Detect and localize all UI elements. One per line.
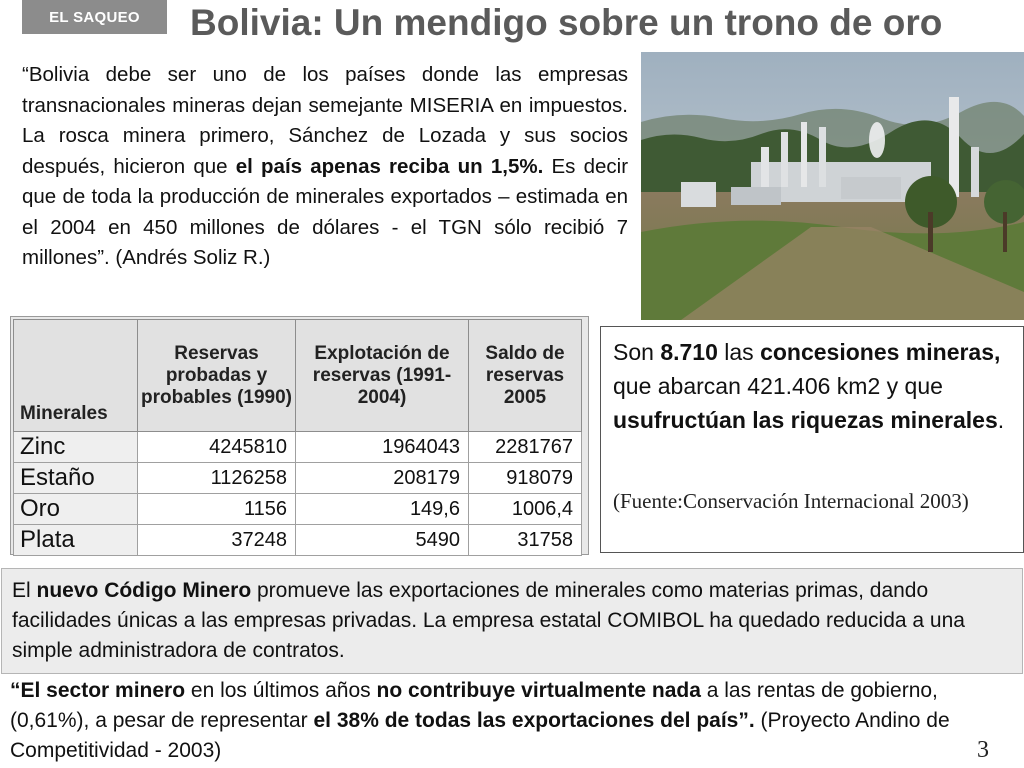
quote-text-2: Es decir que de toda la producción de minerales exportados – estimada en el 2004 en 450 millones de dólares - el TGN sólo recibió 7 millones”. (Andrés Soliz R.) (22, 154, 629, 269)
codigo-text (12, 576, 1002, 666)
sector-bold-3: el 38% de todas las exportaciones del país”. (313, 709, 755, 732)
mineral-name: Plata (14, 525, 138, 556)
saldo-value: 31758 (469, 525, 582, 556)
minerals-table (13, 319, 582, 556)
col-header-explotacion: Explotación de reservas (1991-2004) (296, 320, 469, 432)
conc-bold-1: 8.710 (660, 339, 718, 365)
saldo-value: 2281767 (469, 432, 582, 463)
col-header-reservas: Reservas probadas y probables (1990) (138, 320, 296, 432)
reservas-value: 37248 (138, 525, 296, 556)
mineral-name: Zinc (14, 432, 138, 463)
sector-text-2: a las rentas de gobierno, (0,61%), a pesar de representar (10, 679, 938, 732)
reservas-value: 4245810 (138, 432, 296, 463)
table-row (14, 525, 582, 556)
codigo-text-1: El (12, 579, 37, 602)
reservas-value: 1126258 (138, 463, 296, 494)
section-tag: EL SAQUEO (22, 0, 167, 34)
col-header-saldo: Saldo de reservas 2005 (469, 320, 582, 432)
concessions-source: (Fuente:Conservación Internacional 2003) (613, 489, 969, 513)
conc-text-4: . (997, 407, 1005, 433)
codigo-minero-box (1, 568, 1023, 674)
reservas-value: 1156 (138, 494, 296, 525)
conc-bold-3: usufructúan las riquezas minerales (613, 407, 998, 433)
mineral-name: Oro (14, 494, 138, 525)
codigo-text-2: promueve las exportaciones de minerales como materias primas, dando facilidades únicas a las empresas privadas. La empresa estatal COMIBOL ha quedado reducida a una simple administradora de contratos. (12, 579, 965, 662)
quote-bold: el país apenas reciba un 1,5%. (235, 154, 544, 178)
sector-bold-2: no contribuye virtualmente nada (376, 679, 701, 702)
slide-title: Bolivia: Un mendigo sobre un trono de oro (190, 2, 943, 43)
explotacion-value: 5490 (296, 525, 469, 556)
table-row (14, 463, 582, 494)
concessions-box (600, 326, 1024, 553)
conc-text-1: Son (613, 339, 661, 365)
table-row (14, 432, 582, 463)
explotacion-value: 208179 (296, 463, 469, 494)
quote-text-1: “Bolivia debe ser uno de los países donde las empresas transnacionales mineras dejan semejante MISERIA en impuestos. La rosca minera primero, Sánchez de Lozada y sus socios después, hicieron que (22, 63, 628, 178)
table-row (14, 494, 582, 525)
sector-bold-1: “El sector minero (10, 679, 186, 702)
explotacion-value: 1964043 (296, 432, 469, 463)
sector-minero-quote (10, 676, 1010, 766)
explotacion-value: 149,6 (296, 494, 469, 525)
saldo-value: 1006,4 (469, 494, 582, 525)
page-number: 3 (977, 737, 989, 763)
mining-plant-photo (641, 52, 1024, 320)
sector-text-1: en los últimos años (185, 679, 377, 702)
conc-text-2: las (717, 339, 761, 365)
conc-bold-2: concesiones mineras, (760, 339, 1001, 365)
col-header-minerales: Minerales (14, 320, 138, 432)
minerals-table-panel (10, 316, 589, 555)
quote-paragraph (22, 60, 628, 274)
concessions-text (613, 335, 1018, 437)
conc-text-3: que abarcan 421.406 km2 y que (613, 373, 943, 399)
codigo-bold: nuevo Código Minero (36, 579, 252, 602)
mineral-name: Estaño (14, 463, 138, 494)
saldo-value: 918079 (469, 463, 582, 494)
sector-text-3: (Proyecto Andino de Competitividad - 2003) (10, 709, 950, 762)
